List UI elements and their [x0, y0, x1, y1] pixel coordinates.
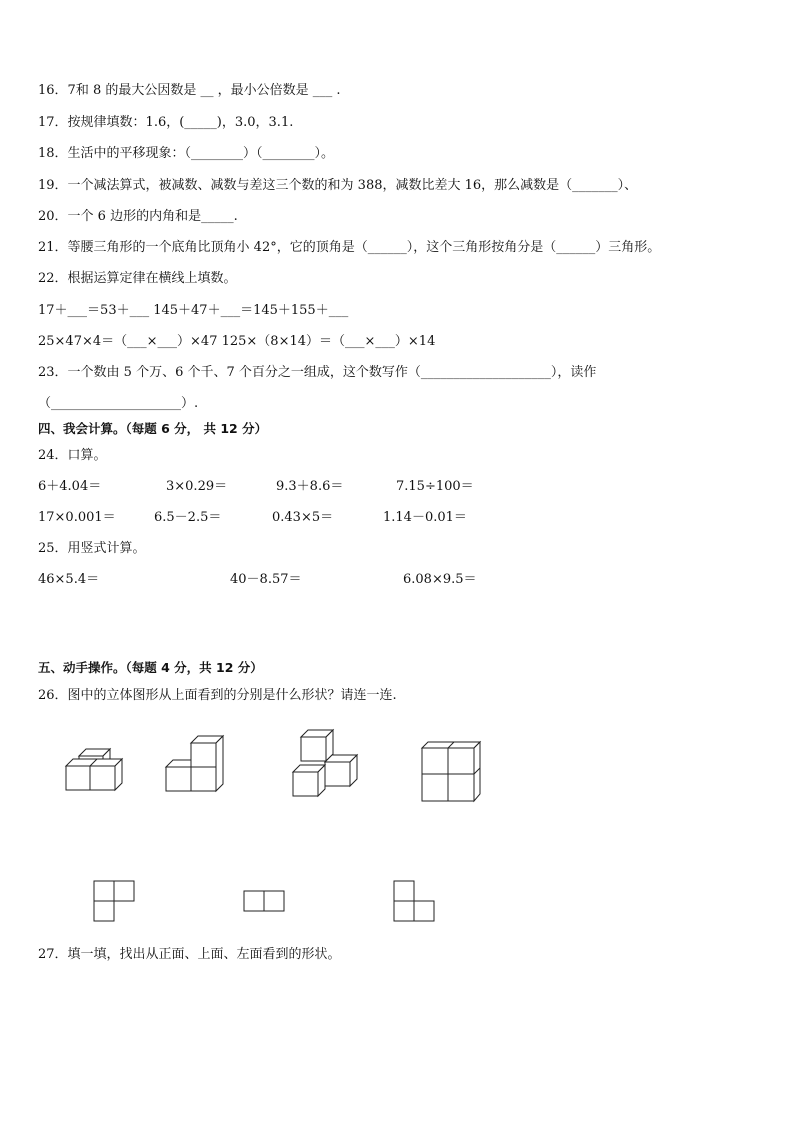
- vertical-calc-item: 6.08×9.5＝: [403, 572, 477, 587]
- question-26: 26．图中的立体图形从上面看到的分别是什么形状？请连一连.: [38, 688, 397, 703]
- vertical-calc-item: 40－8.57＝: [230, 572, 302, 587]
- section-5-heading: 五、动手操作。（每题 4 分，共 12 分）: [38, 660, 263, 675]
- top-view-l-shape: [92, 879, 138, 925]
- question-16: 16．7和 8 的最大公因数是 __ ，最小公倍数是 ___ .: [38, 83, 341, 98]
- calc-item: 3×0.29＝: [166, 479, 228, 494]
- section-4-heading: 四、我会计算。（每题 6 分， 共 12 分）: [38, 421, 268, 436]
- cube-figure-1: [60, 745, 130, 795]
- question-22-line-2: 25×47×4＝（___×___）×47 125×（8×14）＝（___×___）×14: [38, 334, 436, 349]
- question-25: 25．用竖式计算。: [38, 541, 146, 556]
- question-20: 20．一个 6 边形的内角和是_____.: [38, 209, 238, 224]
- question-18: 18．生活中的平移现象：（________）（________）。: [38, 146, 335, 161]
- cube-figure-4: [418, 738, 488, 806]
- vertical-calc-item: 46×5.4＝: [38, 572, 100, 587]
- question-23-line-2: （____________________）.: [38, 396, 199, 411]
- question-24: 24．口算。: [38, 448, 107, 463]
- question-21: 21．等腰三角形的一个底角比顶角小 42°，它的顶角是（______），这个三角形按角分是（______）三角形。: [38, 240, 661, 255]
- cube-figure-2: [160, 733, 230, 798]
- cube-figure-3: [287, 726, 367, 801]
- top-view-two-squares: [242, 889, 288, 915]
- question-19: 19．一个减法算式，被减数、减数与差这三个数的和为 388，减数比差大 16，那么减数是（_______）、: [38, 178, 638, 193]
- calc-item: 9.3＋8.6＝: [276, 479, 344, 494]
- calc-item: 7.15÷100＝: [396, 479, 474, 494]
- question-27: 27．填一填，找出从正面、上面、左面看到的形状。: [38, 947, 341, 962]
- question-17: 17．按规律填数：1.6，(_____)，3.0，3.1.: [38, 115, 294, 130]
- question-22: 22．根据运算定律在横线上填数。: [38, 271, 237, 286]
- question-22-line-1: 17＋___＝53＋___ 145＋47＋___＝145＋155＋___: [38, 303, 349, 318]
- calc-item: 6＋4.04＝: [38, 479, 102, 494]
- calc-item: 0.43×5＝: [272, 510, 334, 525]
- calc-item: 17×0.001＝: [38, 510, 116, 525]
- calc-item: 6.5－2.5＝: [154, 510, 222, 525]
- calc-item: 1.14－0.01＝: [383, 510, 467, 525]
- question-23-line-1: 23．一个数由 5 个万、6 个千、7 个百分之一组成，这个数写作（____________________），读作: [38, 365, 597, 380]
- top-view-corner-shape: [392, 879, 438, 925]
